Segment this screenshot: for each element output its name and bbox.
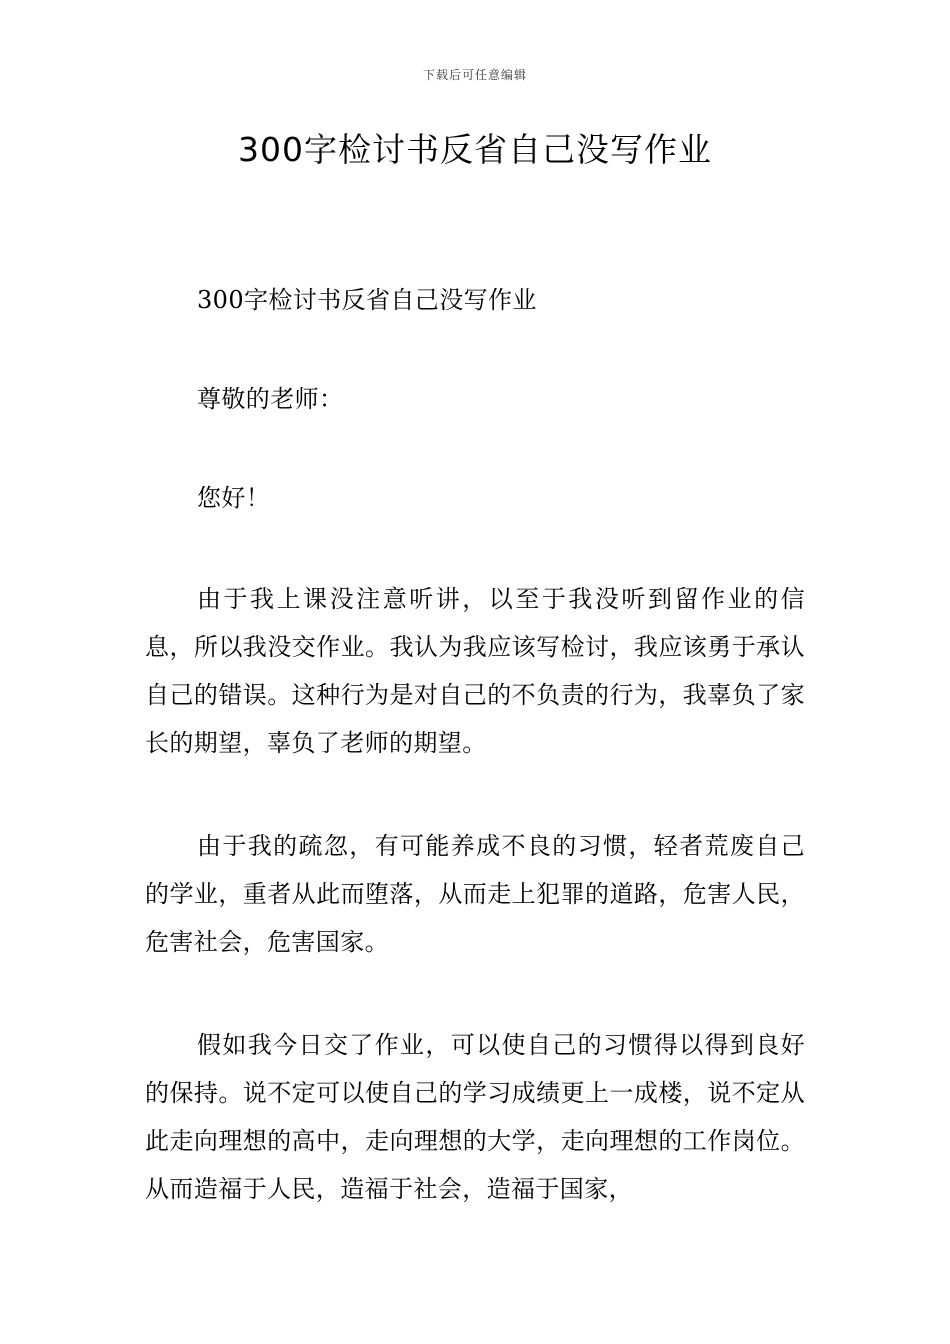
paragraph-text: 假如我今日交了作业，可以使自己的习惯得以得到良好的保持。说不定可以使自己的学习成绩更上一成楼，说不定从此走向理想的高中，走向理想的大学，走向理想的工作岗位。从而造福于人民，造福于社会，造福于国家， (145, 1031, 805, 1203)
greeting (145, 474, 805, 522)
salutation (145, 375, 805, 423)
document-subtitle (145, 276, 805, 324)
subtitle-text: 300字检讨书反省自己没写作业 (197, 286, 537, 314)
paragraph-3 (145, 1021, 805, 1213)
paragraph-1 (145, 575, 805, 767)
header-note: 下载后可任意编辑 (422, 68, 527, 82)
paragraph-text: 由于我上课没注意听讲，以至于我没听到留作业的信息，所以我没交作业。我认为我应该写检讨，我应该勇于承认自己的错误。这种行为是对自己的不负责的行为，我辜负了家长的期望，辜负了老师的期望。 (145, 585, 805, 757)
salutation-text: 尊敬的老师： (197, 385, 344, 413)
paragraph-text: 由于我的疏忽，有可能养成不良的习惯，轻者荒废自己的学业，重者从此而堕落，从而走上犯罪的道路，危害人民，危害社会，危害国家。 (145, 832, 805, 956)
document-title: 300字检讨书反省自己没写作业 (238, 130, 712, 169)
greeting-text: 您好！ (197, 484, 271, 512)
paragraph-2 (145, 822, 805, 966)
